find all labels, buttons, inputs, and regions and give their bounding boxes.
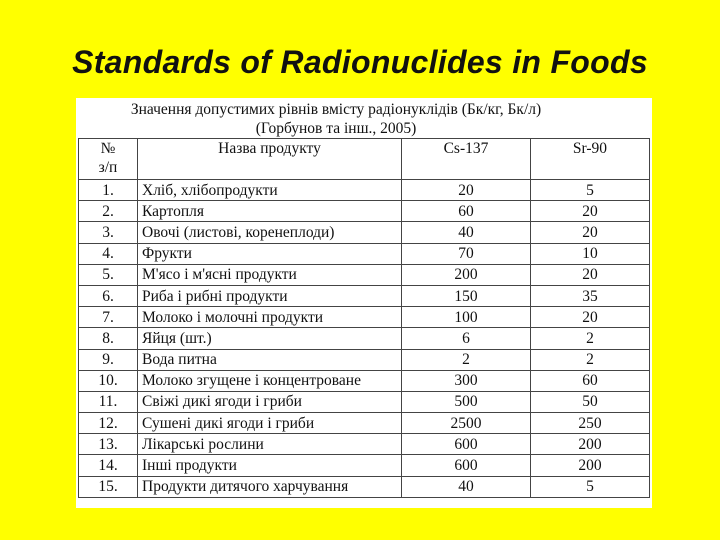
cs137-value: 300 (402, 370, 531, 391)
product-name: Молоко згущене і концентроване (138, 370, 402, 391)
row-number: 7. (79, 307, 138, 328)
row-number: 6. (79, 285, 138, 306)
sr90-value: 20 (531, 264, 650, 285)
caption-line-2: (Горбунов та інш., 2005) (255, 120, 417, 137)
table-row (79, 434, 650, 455)
sr90-value: 2 (531, 349, 650, 370)
cs137-value: 40 (402, 222, 531, 243)
table-row (79, 349, 650, 370)
product-name: Сушені дикі ягоди і гриби (138, 413, 402, 434)
table-row (79, 264, 650, 285)
sr90-value: 20 (531, 222, 650, 243)
sr90-value: 50 (531, 391, 650, 412)
table-body (79, 180, 650, 498)
cs137-value: 2 (402, 349, 531, 370)
table-row (79, 285, 650, 306)
product-name: Свіжі дикі ягоди і гриби (138, 391, 402, 412)
cs137-value: 70 (402, 243, 531, 264)
row-number: 9. (79, 349, 138, 370)
product-name: Яйця (шт.) (138, 328, 402, 349)
cs137-value: 6 (402, 328, 531, 349)
table-row (79, 328, 650, 349)
row-number: 8. (79, 328, 138, 349)
table-row (79, 201, 650, 222)
row-number: 12. (79, 413, 138, 434)
table-row (79, 222, 650, 243)
cs137-value: 20 (402, 180, 531, 201)
row-number: 14. (79, 455, 138, 476)
header-cs137: Cs-137 (402, 139, 531, 180)
header-number-abbrev: з/п (98, 159, 118, 176)
product-name: М'ясо і м'ясні продукти (138, 264, 402, 285)
row-number: 15. (79, 476, 138, 497)
header-sr90: Sr-90 (531, 139, 650, 180)
cs137-value: 40 (402, 476, 531, 497)
table-caption (80, 98, 592, 140)
sr90-value: 2 (531, 328, 650, 349)
row-number: 5. (79, 264, 138, 285)
cs137-value: 2500 (402, 413, 531, 434)
table-row (79, 391, 650, 412)
cs137-value: 600 (402, 455, 531, 476)
sr90-value: 5 (531, 476, 650, 497)
cs137-value: 600 (402, 434, 531, 455)
table-row (79, 307, 650, 328)
product-name: Овочі (листові, коренеплоди) (138, 222, 402, 243)
table-row (79, 243, 650, 264)
table-header-row (79, 139, 650, 180)
sr90-value: 250 (531, 413, 650, 434)
product-name: Фрукти (138, 243, 402, 264)
product-name: Риба і рибні продукти (138, 285, 402, 306)
row-number: 11. (79, 391, 138, 412)
sr90-value: 10 (531, 243, 650, 264)
product-name: Молоко і молочні продукти (138, 307, 402, 328)
sr90-value: 20 (531, 201, 650, 222)
header-product-name: Назва продукту (138, 139, 402, 180)
product-name: Картопля (138, 201, 402, 222)
slide-title: Standards of Radionuclides in Foods (72, 44, 648, 80)
table-row (79, 370, 650, 391)
radionuclide-standards-table (78, 138, 650, 498)
header-number-symbol: № (100, 140, 116, 157)
row-number: 1. (79, 180, 138, 201)
table-row (79, 455, 650, 476)
table-row (79, 180, 650, 201)
header-number (79, 139, 138, 180)
table-row (79, 476, 650, 497)
table-row (79, 413, 650, 434)
product-name: Продукти дитячого харчування (138, 476, 402, 497)
row-number: 3. (79, 222, 138, 243)
row-number: 13. (79, 434, 138, 455)
sr90-value: 60 (531, 370, 650, 391)
cs137-value: 200 (402, 264, 531, 285)
sr90-value: 200 (531, 455, 650, 476)
sr90-value: 20 (531, 307, 650, 328)
sr90-value: 5 (531, 180, 650, 201)
product-name: Інші продукти (138, 455, 402, 476)
product-name: Хліб, хлібопродукти (138, 180, 402, 201)
cs137-value: 60 (402, 201, 531, 222)
row-number: 4. (79, 243, 138, 264)
sr90-value: 200 (531, 434, 650, 455)
caption-line-1: Значення допустимих рівнів вмісту радіонуклідів (Бк/кг, Бк/л) (130, 101, 542, 118)
product-name: Вода питна (138, 349, 402, 370)
product-name: Лікарські рослини (138, 434, 402, 455)
row-number: 10. (79, 370, 138, 391)
cs137-value: 150 (402, 285, 531, 306)
sr90-value: 35 (531, 285, 650, 306)
cs137-value: 100 (402, 307, 531, 328)
cs137-value: 500 (402, 391, 531, 412)
row-number: 2. (79, 201, 138, 222)
